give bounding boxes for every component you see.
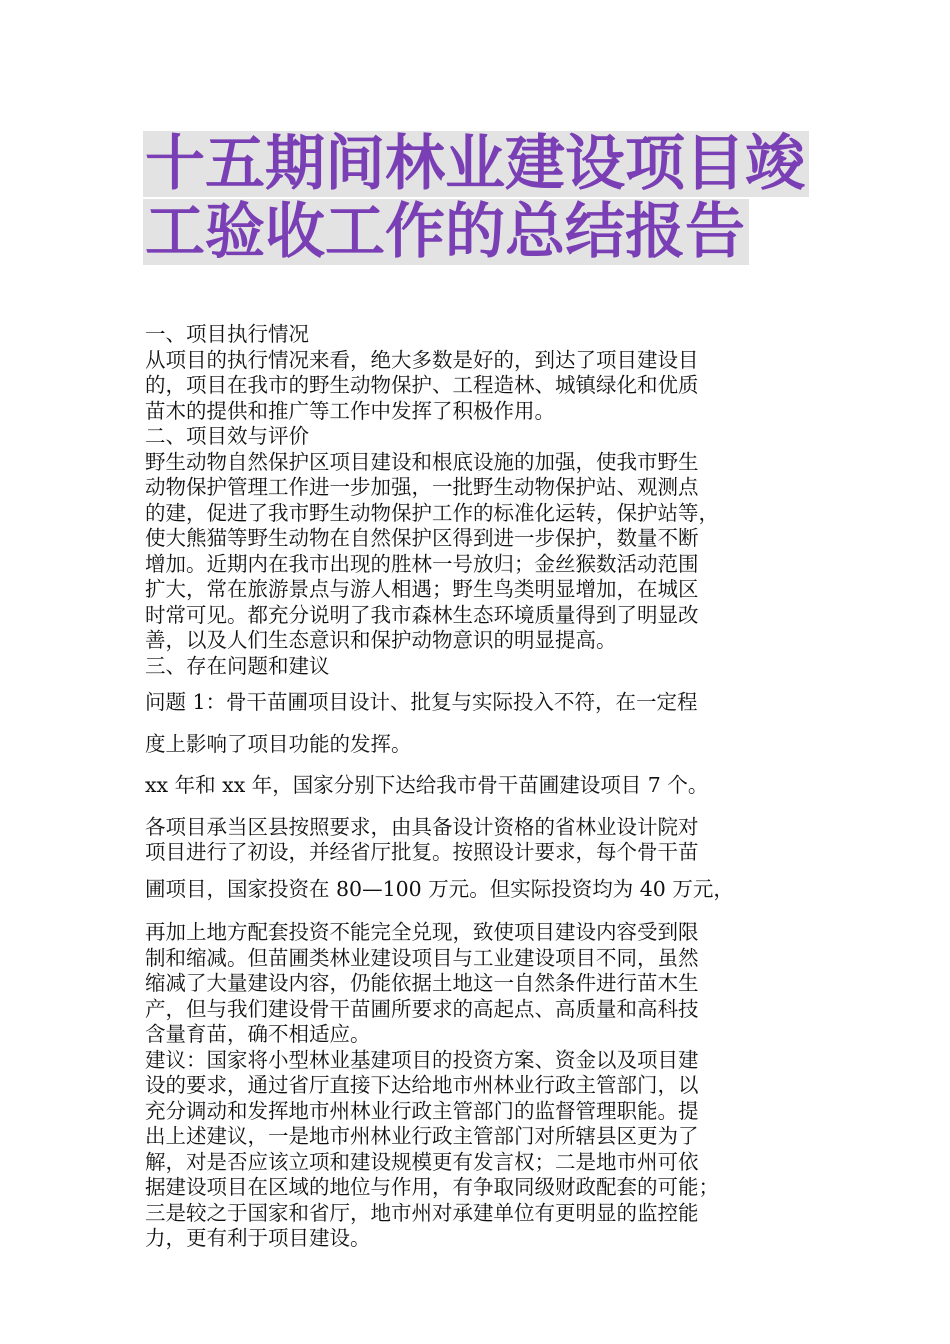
body-line: xx 年和 xx 年，国家分别下达给我市骨干苗圃建设项目 7 个。 <box>145 773 709 797</box>
section-heading: 一、项目执行情况 <box>145 322 309 346</box>
title-line-1: 十五期间林业建设项目竣 <box>143 131 809 197</box>
body-line: 圃项目，国家投资在 80—100 万元。但实际投资均为 40 万元， <box>145 876 734 901</box>
section-heading: 二、项目效与评价 <box>145 424 309 448</box>
body-line: 项目进行了初设，并经省厅批复。按照设计要求，每个骨干苗 <box>145 840 699 864</box>
document-body <box>145 322 810 1252</box>
body-line: 制和缩减。但苗圃类林业建设项目与工业建设项目不同，虽然 <box>145 945 699 970</box>
body-line: 各项目承当区县按照要求，由具备设计资格的省林业设计院对 <box>145 814 699 839</box>
body-line: 解，对是否应该立项和建设规模更有发言权；二是地市州可依 <box>145 1149 699 1174</box>
body-line: 的建，促进了我市野生动物保护工作的标准化运转，保护站等， <box>145 500 719 525</box>
body-line: 动物保护管理工作进一步加强，一批野生动物保护站、观测点 <box>145 475 699 499</box>
body-line: 建议：国家将小型林业基建项目的投资方案、资金以及项目建 <box>145 1047 699 1072</box>
body-line: 从项目的执行情况来看，绝大多数是好的，到达了项目建设目 <box>145 347 699 372</box>
body-line: 问题 1：骨干苗圃项目设计、批复与实际投入不符，在一定程 <box>145 690 698 714</box>
body-line: 充分调动和发挥地市州林业行政主管部门的监督管理职能。提 <box>145 1098 699 1123</box>
body-line: 野生动物自然保护区项目建设和根底设施的加强，使我市野生 <box>145 449 699 474</box>
body-line: 的，项目在我市的野生动物保护、工程造林、城镇绿化和优质 <box>145 373 699 397</box>
body-line: 度上影响了项目功能的发挥。 <box>145 731 412 756</box>
body-line: 扩大，常在旅游景点与游人相遇；野生鸟类明显增加，在城区 <box>145 577 699 601</box>
body-line: 再加上地方配套投资不能完全兑现，致使项目建设内容受到限 <box>145 920 699 944</box>
body-line: 时常可见。都充分说明了我市森林生态环境质量得到了明显改 <box>145 602 699 627</box>
body-line: 产，但与我们建设骨干苗圃所要求的高起点、高质量和高科技 <box>145 996 699 1021</box>
body-line: 设的要求，通过省厅直接下达给地市州林业行政主管部门，以 <box>145 1073 699 1097</box>
body-line: 含量育苗，确不相适应。 <box>145 1022 371 1046</box>
section-heading: 三、存在问题和建议 <box>145 653 330 678</box>
body-line: 缩减了大量建设内容，仍能依据土地这一自然条件进行苗木生 <box>145 971 699 995</box>
body-line: 苗木的提供和推广等工作中发挥了积极作用。 <box>145 398 555 423</box>
body-line: 增加。近期内在我市出现的胜林一号放归；金丝猴数活动范围 <box>145 551 699 576</box>
body-line: 出上述建议，一是地市州林业行政主管部门对所辖县区更为了 <box>145 1124 699 1148</box>
body-line: 力，更有利于项目建设。 <box>145 1226 371 1250</box>
body-line: 使大熊猫等野生动物在自然保护区得到进一步保护，数量不断 <box>145 526 699 550</box>
body-line: 善，以及人们生态意识和保护动物意识的明显提高。 <box>145 628 617 652</box>
document-title <box>143 131 823 267</box>
body-line: 据建设项目在区域的地位与作用，有争取同级财政配套的可能； <box>145 1175 719 1199</box>
body-line: 三是较之于国家和省厅，地市州对承建单位有更明显的监控能 <box>145 1200 699 1225</box>
title-line-2: 工验收工作的总结报告 <box>143 199 749 265</box>
